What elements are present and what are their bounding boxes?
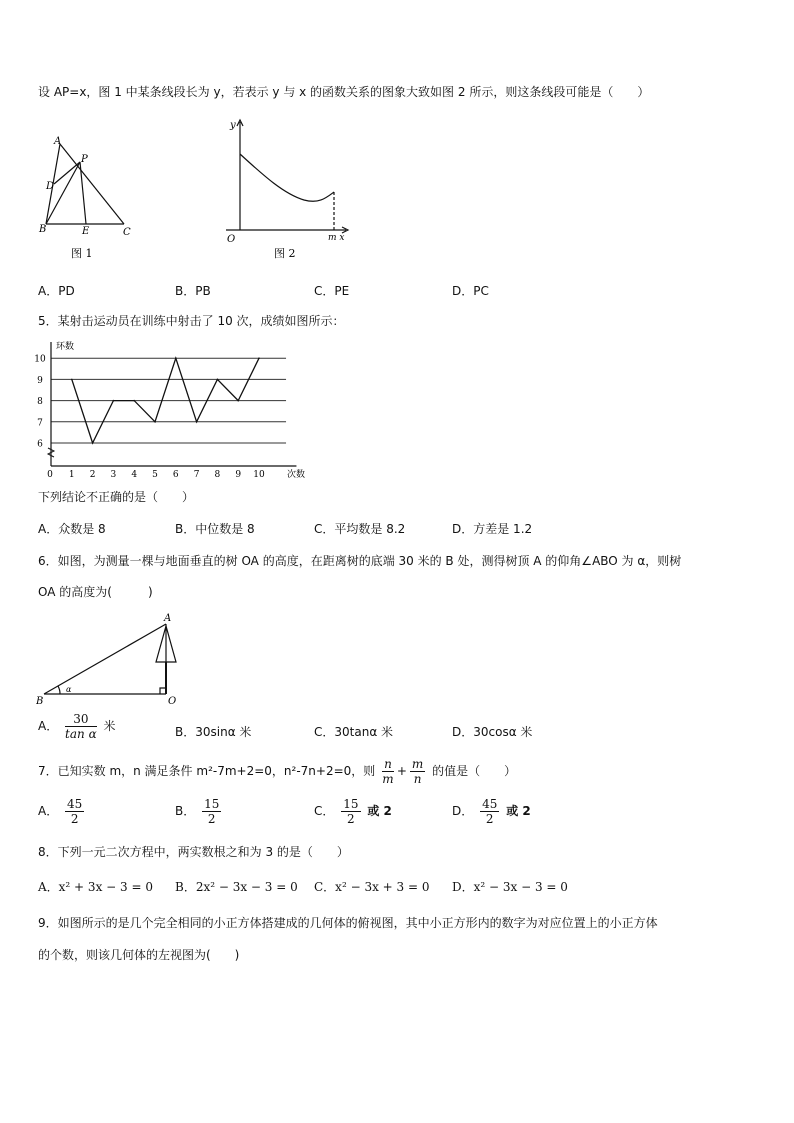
- x-tick-label: 8: [214, 470, 221, 480]
- data-point: [92, 442, 94, 444]
- fig1-caption: 图 1: [71, 247, 93, 260]
- x-tick-label: 4: [131, 470, 138, 480]
- q7-option-c-suffix: 或 2: [367, 804, 392, 818]
- q4-stem: 设 AP=x，图 1 中某条线段长为 y，若表示 y 与 x 的函数关系的图象大致如图 2 所示，则这条线段可能是（ ）: [38, 85, 650, 99]
- q4-option-b[interactable]: B．PB: [175, 284, 211, 298]
- q7-option-b-denominator: 2: [207, 812, 216, 826]
- q7-fraction-m-over-n: [410, 757, 425, 786]
- q5-line-chart: [30, 338, 320, 480]
- q6-label-O: O: [168, 696, 177, 707]
- y-tick-label: 10: [34, 354, 46, 365]
- q6-option-a-prefix: A．: [38, 719, 59, 733]
- q7-option-a-denominator: 2: [70, 812, 79, 826]
- q7-option-b-prefix: B．: [175, 804, 196, 818]
- data-point: [175, 357, 177, 359]
- q5-option-a[interactable]: A．众数是 8: [38, 522, 106, 536]
- y-tick-label: 8: [37, 397, 43, 408]
- x-tick-label: 0: [47, 470, 53, 480]
- q7-option-b-fraction: [202, 797, 221, 826]
- q7-stem-pre: 7．已知实数 m，n 满足条件 m²-7m+2=0，n²-7n+2=0，则: [38, 764, 376, 778]
- q5-option-c[interactable]: C．平均数是 8.2: [314, 522, 406, 536]
- q6-option-c[interactable]: C．30tanα 米: [314, 725, 394, 739]
- q6-option-a-fraction: [65, 712, 97, 741]
- q7-option-b-numerator: 15: [204, 797, 220, 811]
- fig1-label-P: P: [81, 154, 88, 165]
- data-point: [237, 400, 239, 402]
- y-axis-label: 环数: [56, 342, 75, 352]
- x-tick-label: 1: [68, 470, 75, 480]
- data-point: [133, 400, 135, 402]
- q7-stem: [38, 757, 516, 786]
- q7-stem-post: 的值是（ ）: [432, 764, 517, 778]
- data-point: [113, 400, 115, 402]
- q6-label-alpha: α: [66, 685, 72, 694]
- q7-option-a-prefix: A．: [38, 804, 59, 818]
- x-tick-label: 3: [110, 470, 117, 480]
- q6-label-A: A: [164, 613, 172, 624]
- q7-option-c-fraction: [341, 797, 360, 826]
- q5-stem: 5．某射击运动员在训练中射击了 10 次，成绩如图所示：: [38, 314, 345, 328]
- q7-option-d-prefix: D．: [452, 804, 474, 818]
- x-tick-label: 5: [152, 470, 158, 480]
- q7-option-a-numerator: 45: [67, 797, 83, 811]
- fig1-label-C: C: [123, 227, 131, 238]
- q4-option-d[interactable]: D．PC: [452, 284, 489, 298]
- q7-plus: +: [396, 764, 407, 778]
- x-tick-label: 9: [235, 470, 242, 480]
- x-tick-label: 6: [172, 470, 179, 480]
- x-tick-label: 2: [89, 470, 96, 480]
- q9-stem-line1: 9．如图所示的是几个完全相同的小正方体搭建成的几何体的俯视图，其中小正方形内的数字为对应位置上的小正方体: [38, 916, 658, 930]
- q6-option-a[interactable]: [38, 712, 116, 741]
- q6-figure: [36, 610, 186, 710]
- q7-option-d[interactable]: [452, 797, 531, 826]
- data-point: [154, 421, 156, 423]
- q9-stem-line2: 的个数，则该几何体的左视图为( ): [38, 948, 240, 962]
- q8-option-a[interactable]: A．x² + 3x − 3 = 0: [38, 880, 153, 894]
- q8-option-c[interactable]: C．x² − 3x + 3 = 0: [314, 880, 430, 894]
- q8-stem: 8．下列一元二次方程中，两实数根之和为 3 的是（ ）: [38, 845, 349, 859]
- data-point: [196, 421, 198, 423]
- axis-break-mark: [48, 448, 54, 457]
- q7-f2-numerator: m: [411, 757, 424, 771]
- data-point: [258, 357, 260, 359]
- q6-option-d[interactable]: D．30cosα 米: [452, 725, 533, 739]
- q5-option-b[interactable]: B．中位数是 8: [175, 522, 255, 536]
- fig1-label-D: D: [46, 181, 55, 192]
- fig2-label-O: O: [227, 234, 236, 245]
- q7-option-c-numerator: 15: [343, 797, 359, 811]
- q6-label-B: B: [36, 696, 44, 707]
- q6-option-a-denominator: tan α: [65, 727, 97, 741]
- q7-option-c-prefix: C．: [314, 804, 335, 818]
- q7-option-d-numerator: 45: [482, 797, 498, 811]
- fig1-label-A: A: [54, 136, 62, 147]
- x-tick-label: 10: [253, 470, 265, 480]
- q4-figure-2: [224, 116, 354, 264]
- q8-option-b[interactable]: B．2x² − 3x − 3 = 0: [175, 880, 298, 894]
- x-axis-label: 次数: [287, 470, 306, 480]
- data-point: [217, 379, 219, 381]
- y-tick-label: 7: [37, 418, 43, 429]
- q7-option-a[interactable]: [38, 797, 87, 826]
- q6-option-b[interactable]: B．30sinα 米: [175, 725, 252, 739]
- y-tick-label: 9: [37, 375, 43, 386]
- fig2-label-y: y: [230, 120, 236, 131]
- q7-option-d-denominator: 2: [485, 812, 494, 826]
- q7-f1-numerator: n: [384, 757, 392, 771]
- fig1-label-E: E: [82, 226, 90, 237]
- x-tick-label: 7: [193, 470, 200, 480]
- q7-option-d-suffix: 或 2: [506, 804, 531, 818]
- q5-question: 下列结论不正确的是（ ）: [38, 490, 195, 504]
- q7-fraction-n-over-m: [382, 757, 394, 786]
- q7-f2-denominator: n: [413, 772, 422, 786]
- q8-option-d[interactable]: D．x² − 3x − 3 = 0: [452, 880, 568, 894]
- q4-option-c[interactable]: C．PE: [314, 284, 350, 298]
- q7-option-a-fraction: [65, 797, 84, 826]
- q7-option-b[interactable]: [175, 797, 224, 826]
- q6-stem-line1: 6．如图，为测量一棵与地面垂直的树 OA 的高度，在距离树的底端 30 米的 B 处，测得树顶 A 的仰角∠ABO 为 α，则树: [38, 554, 682, 568]
- q6-option-a-unit: 米: [103, 719, 116, 733]
- y-tick-label: 6: [37, 439, 43, 450]
- data-point: [71, 379, 73, 381]
- q7-option-c-denominator: 2: [347, 812, 355, 826]
- q6-option-a-numerator: 30: [65, 712, 97, 727]
- q7-option-c[interactable]: [314, 797, 392, 826]
- q4-figure-1: [36, 132, 136, 262]
- fig2-caption: 图 2: [274, 247, 296, 260]
- q7-f1-denominator: m: [382, 772, 394, 786]
- fig2-label-mx: m x: [328, 233, 345, 243]
- q5-option-d[interactable]: D．方差是 1.2: [452, 522, 533, 536]
- q7-option-d-fraction: [480, 797, 499, 826]
- fig1-label-B: B: [39, 224, 47, 235]
- q6-stem-line2: OA 的高度为( ): [38, 585, 153, 599]
- q4-option-a[interactable]: A．PD: [38, 284, 75, 298]
